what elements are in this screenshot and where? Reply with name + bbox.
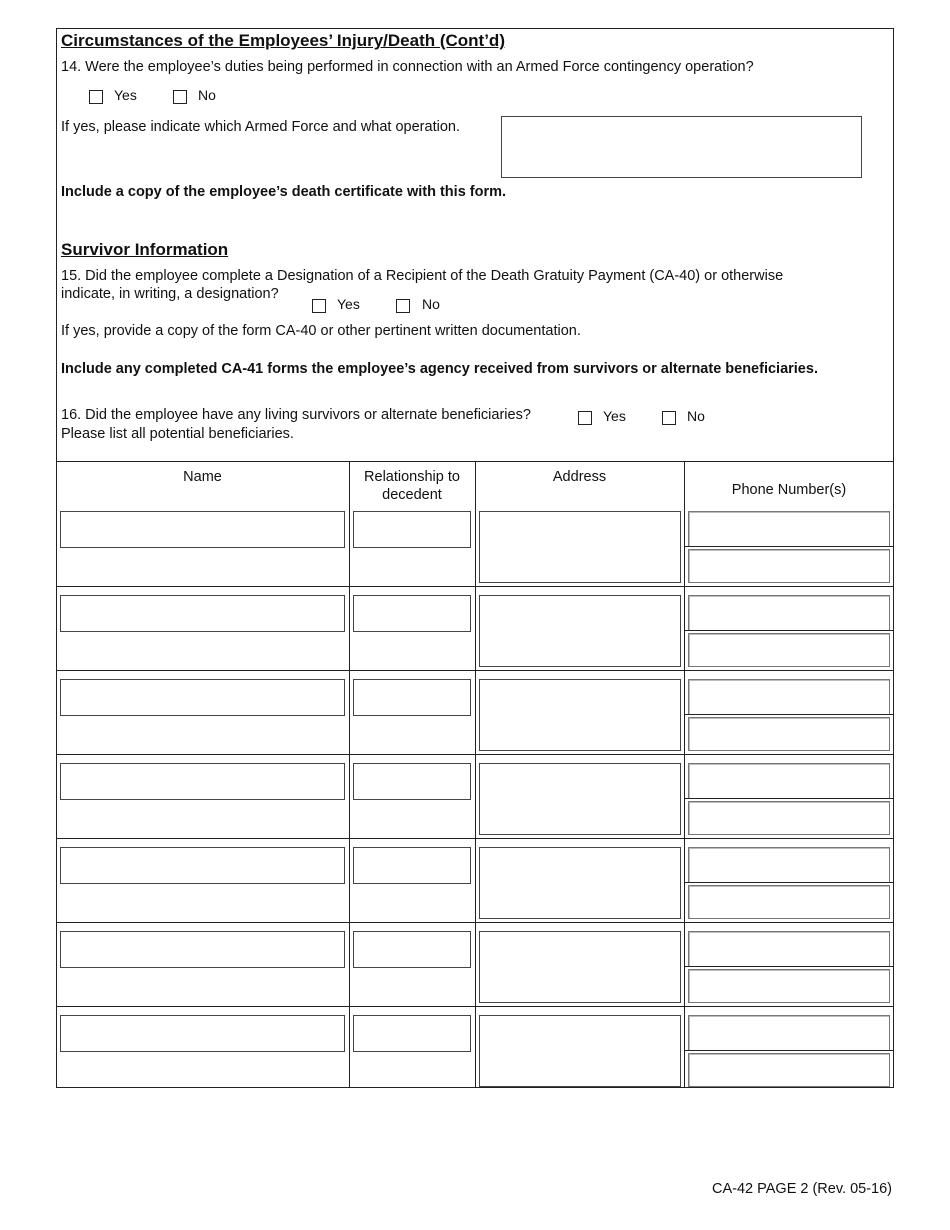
beneficiary-relationship-field-1[interactable] xyxy=(353,511,471,548)
beneficiary-address-field-4[interactable] xyxy=(479,763,681,835)
table-row-divider-2 xyxy=(56,670,894,671)
phone-cell-divider-6 xyxy=(684,966,894,967)
q16-yes-label: Yes xyxy=(603,408,626,424)
beneficiary-phone1-field-3[interactable] xyxy=(688,679,890,715)
q14-no-label: No xyxy=(198,87,216,103)
beneficiary-phone2-field-7[interactable] xyxy=(688,1053,890,1087)
beneficiary-relationship-field-4[interactable] xyxy=(353,763,471,800)
beneficiary-phone1-field-4[interactable] xyxy=(688,763,890,799)
beneficiary-phone2-field-3[interactable] xyxy=(688,717,890,751)
beneficiary-relationship-field-5[interactable] xyxy=(353,847,471,884)
phone-cell-divider-3 xyxy=(684,714,894,715)
phone-cell-divider-1 xyxy=(684,546,894,547)
armed-force-operation-field[interactable] xyxy=(501,116,862,178)
beneficiary-name-field-2[interactable] xyxy=(60,595,345,632)
table-col-divider-1 xyxy=(349,461,350,1088)
beneficiary-address-field-2[interactable] xyxy=(479,595,681,667)
table-row-divider-6 xyxy=(56,1006,894,1007)
beneficiary-phone1-field-6[interactable] xyxy=(688,931,890,967)
section-title-survivor: Survivor Information xyxy=(61,240,229,259)
beneficiary-address-field-3[interactable] xyxy=(479,679,681,751)
beneficiary-address-field-7[interactable] xyxy=(479,1015,681,1087)
table-row-divider-3 xyxy=(56,754,894,755)
beneficiary-relationship-field-2[interactable] xyxy=(353,595,471,632)
question-14: 14. Were the employee’s duties being performed in connection with an Armed Force contingency operation? xyxy=(61,59,754,75)
beneficiary-name-field-7[interactable] xyxy=(60,1015,345,1052)
table-col-divider-3 xyxy=(684,461,685,1088)
death-certificate-note: Include a copy of the employee’s death certificate with this form. xyxy=(61,184,507,200)
header-name: Name xyxy=(183,469,222,485)
header-relationship-line1: Relationship to xyxy=(364,469,460,485)
section-title-circumstances: Circumstances of the Employees’ Injury/Death (Cont’d) xyxy=(61,31,505,50)
q16-no-label: No xyxy=(687,408,705,424)
table-row-divider-5 xyxy=(56,922,894,923)
question-15-line2: indicate, in writing, a designation? xyxy=(61,286,279,302)
phone-cell-divider-4 xyxy=(684,798,894,799)
beneficiary-relationship-field-7[interactable] xyxy=(353,1015,471,1052)
beneficiary-phone1-field-5[interactable] xyxy=(688,847,890,883)
beneficiary-phone2-field-2[interactable] xyxy=(688,633,890,667)
table-col-divider-2 xyxy=(475,461,476,1088)
beneficiary-phone2-field-6[interactable] xyxy=(688,969,890,1003)
table-row-divider-1 xyxy=(56,586,894,587)
header-phone: Phone Number(s) xyxy=(731,482,847,498)
beneficiary-name-field-6[interactable] xyxy=(60,931,345,968)
beneficiary-relationship-field-6[interactable] xyxy=(353,931,471,968)
q15-yes-label: Yes xyxy=(337,296,360,312)
beneficiary-address-field-6[interactable] xyxy=(479,931,681,1003)
phone-cell-divider-7 xyxy=(684,1050,894,1051)
q14-yes-checkbox[interactable] xyxy=(89,90,103,104)
phone-cell-divider-5 xyxy=(684,882,894,883)
question-15-line1: 15. Did the employee complete a Designation of a Recipient of the Death Gratuity Payment (CA-40) or otherwise xyxy=(61,268,784,284)
question-14-followup: If yes, please indicate which Armed Force and what operation. xyxy=(61,119,460,135)
header-relationship xyxy=(349,468,475,504)
q15-yes-checkbox[interactable] xyxy=(312,299,326,313)
ca41-note: Include any completed CA-41 forms the employee’s agency received from survivors or alternate beneficiaries. xyxy=(61,361,818,377)
beneficiary-phone1-field-2[interactable] xyxy=(688,595,890,631)
beneficiary-name-field-4[interactable] xyxy=(60,763,345,800)
q14-no-checkbox[interactable] xyxy=(173,90,187,104)
beneficiary-phone2-field-1[interactable] xyxy=(688,549,890,583)
q15-no-label: No xyxy=(422,296,440,312)
beneficiary-address-field-1[interactable] xyxy=(479,511,681,583)
question-16-line2: Please list all potential beneficiaries. xyxy=(61,426,294,442)
question-15-followup: If yes, provide a copy of the form CA-40 or other pertinent written documentation. xyxy=(61,323,581,339)
header-relationship-line2: decedent xyxy=(382,487,442,503)
beneficiary-phone1-field-7[interactable] xyxy=(688,1015,890,1051)
beneficiary-phone2-field-4[interactable] xyxy=(688,801,890,835)
q16-yes-checkbox[interactable] xyxy=(578,411,592,425)
beneficiary-name-field-3[interactable] xyxy=(60,679,345,716)
beneficiary-phone1-field-1[interactable] xyxy=(688,511,890,547)
q16-no-checkbox[interactable] xyxy=(662,411,676,425)
beneficiary-name-field-1[interactable] xyxy=(60,511,345,548)
beneficiary-phone2-field-5[interactable] xyxy=(688,885,890,919)
table-row-divider-4 xyxy=(56,838,894,839)
beneficiary-address-field-5[interactable] xyxy=(479,847,681,919)
beneficiary-name-field-5[interactable] xyxy=(60,847,345,884)
beneficiary-relationship-field-3[interactable] xyxy=(353,679,471,716)
page-footer: CA-42 PAGE 2 (Rev. 05-16) xyxy=(712,1181,892,1197)
question-16-line1: 16. Did the employee have any living survivors or alternate beneficiaries? xyxy=(61,407,531,423)
phone-cell-divider-2 xyxy=(684,630,894,631)
q15-no-checkbox[interactable] xyxy=(396,299,410,313)
q14-yes-label: Yes xyxy=(114,87,137,103)
header-address: Address xyxy=(552,469,607,485)
